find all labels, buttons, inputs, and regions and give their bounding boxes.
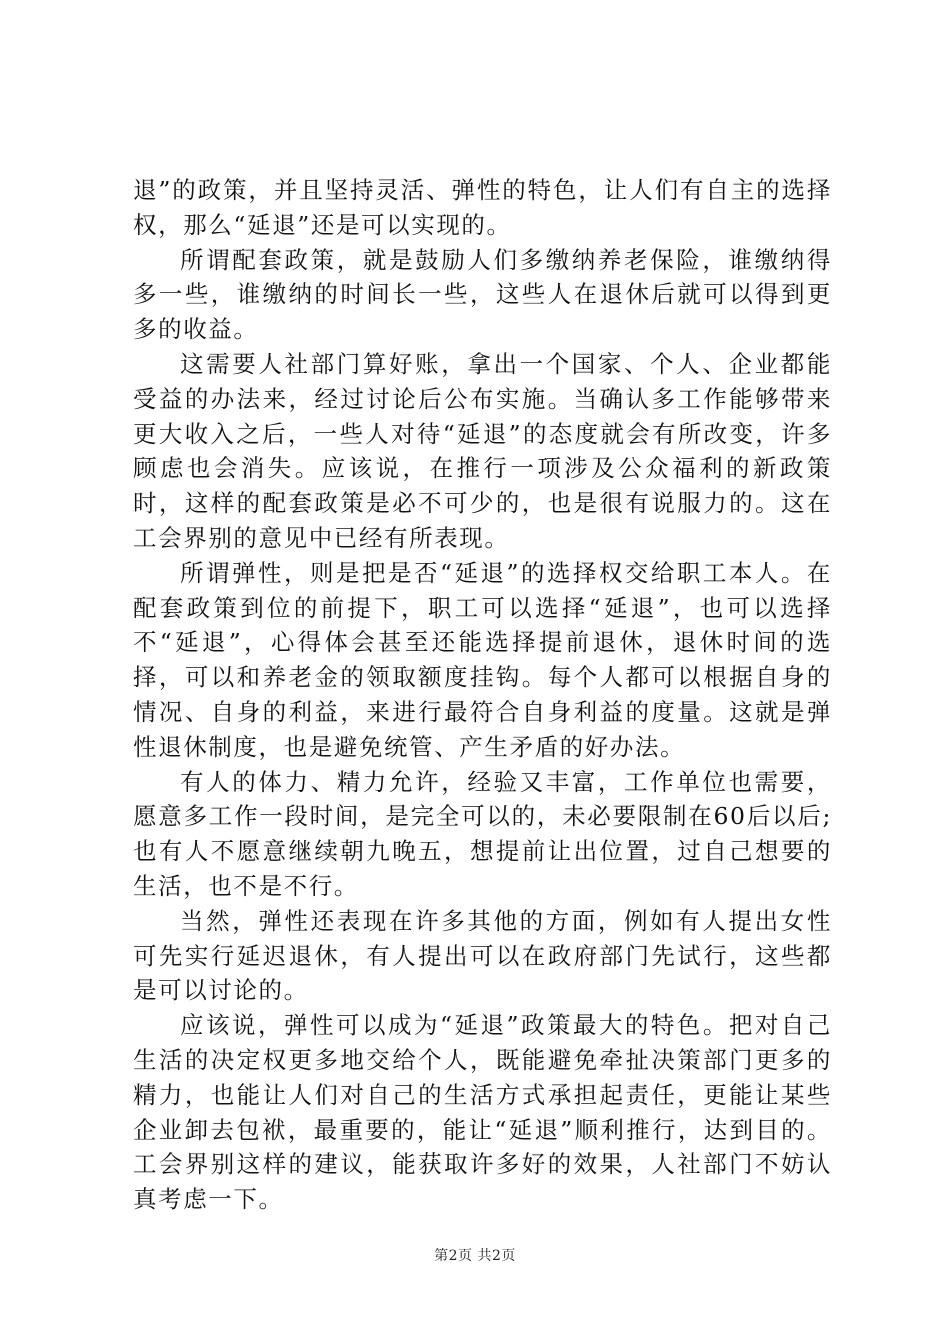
- paragraph-4: 所谓弹性，则是把是否“延退”的选择权交给职工本人。在配套政策到位的前提下，职工可以选择“延退”，也可以选择不“延退”，心得体会甚至还能选择提前退休，退休时间的选择，可以和养老金的领取额度挂钩。每个人都可以根据自身的情况、自身的利益，来进行最符合自身利益的度量。这就是弹性退休制度，也是避免统管、产生矛盾的好办法。: [133, 558, 832, 761]
- paragraph-1: 退”的政策，并且坚持灵活、弹性的特色，让人们有自主的选择权，那么“延退”还是可以实现的。: [133, 176, 832, 239]
- paragraph-7: 应该说，弹性可以成为“延退”政策最大的特色。把对自己生活的决定权更多地交给个人，既能避免牵扯决策部门更多的精力，也能让人们对自己的生活方式承担起责任，更能让某些企业卸去包袱，最重要的，能让“延退”顺利推行，达到目的。工会界别这样的建议，能获取许多好的效果，人社部门不妨认真考虑一下。: [133, 1011, 832, 1214]
- page-footer: 第2页 共2页: [434, 1248, 516, 1264]
- paragraph-3: 这需要人社部门算好账，拿出一个国家、个人、企业都能受益的办法来，经过讨论后公布实施。当确认多工作能够带来更大收入之后，一些人对待“延退”的态度就会有所改变，许多顾虑也会消失。应该说，在推行一项涉及公众福利的新政策时，这样的配套政策是必不可少的，也是很有说服力的。这在工会界别的意见中已经有所表现。: [133, 349, 832, 552]
- paragraph-6: 当然，弹性还表现在许多其他的方面，例如有人提出女性可先实行延迟退休，有人提出可以在政府部门先试行，这些都是可以讨论的。: [133, 906, 832, 1005]
- document-body: [133, 173, 832, 1217]
- paragraph-5: 有人的体力、精力允许，经验又丰富，工作单位也需要，愿意多工作一段时间，是完全可以的，未必要限制在60后以后;也有人不愿意继续朝九晚五，想提前让出位置，过自己想要的生活，也不是不行。: [133, 767, 832, 900]
- paragraph-2: 所谓配套政策，就是鼓励人们多缴纳养老保险，谁缴纳得多一些，谁缴纳的时间长一些，这些人在退休后就可以得到更多的收益。: [133, 245, 832, 344]
